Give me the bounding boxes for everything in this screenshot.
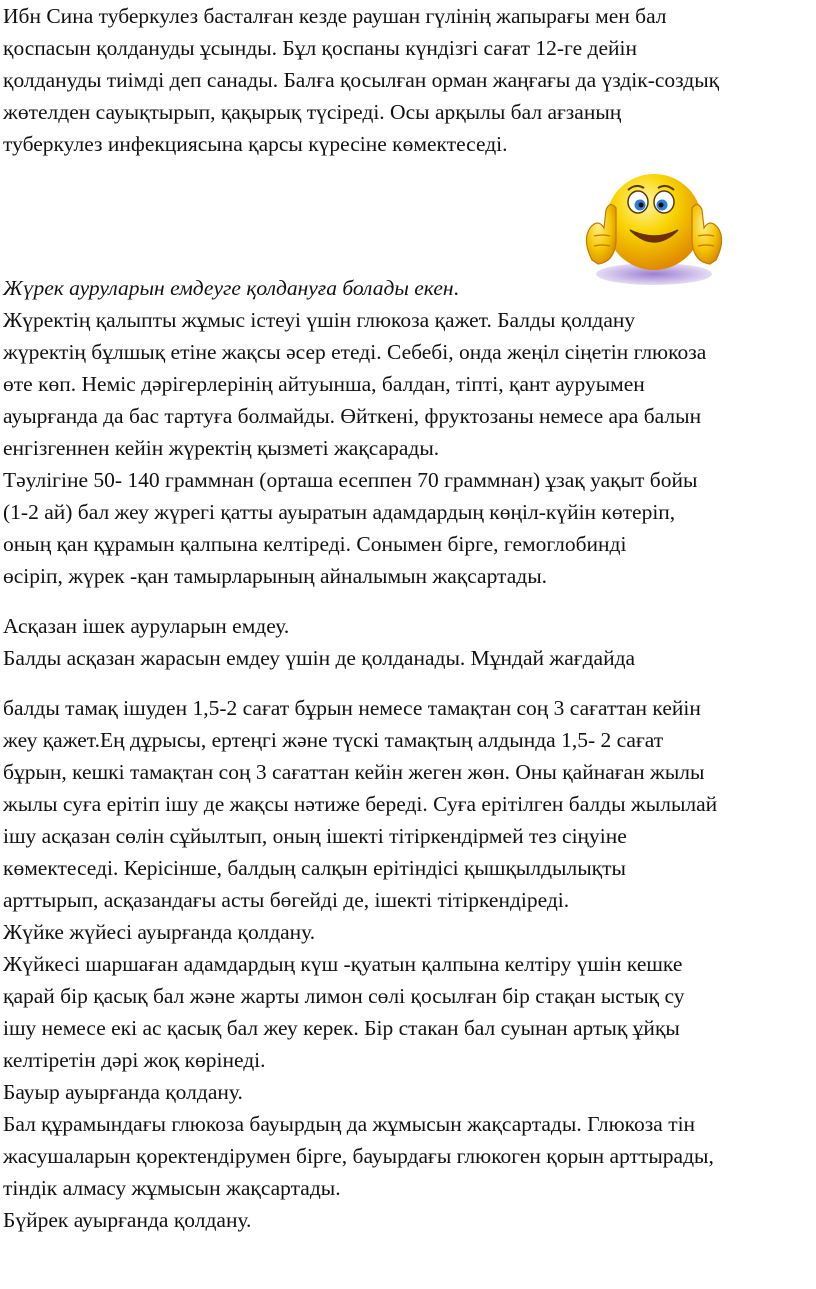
text-line: (1-2 ай) бал жеу жүрегі қатты ауыратын адамдардың көңіл-күйін көтеріп,	[3, 500, 676, 524]
text-line: қолдануды тиімді деп санады. Балға қосылған орман жаңғағы да үздік-создық	[3, 68, 720, 92]
text-line: ішу асқазан сөлін сұйылтып, оның ішекті тітіркендірмей тез сіңуіне	[3, 824, 627, 848]
text-line: жүректің бұлшық етіне жақсы әсер етеді. Себебі, онда жеңіл сіңетін глюкоза	[3, 340, 707, 364]
heading-dot: .	[453, 276, 459, 300]
section-heading-nerve: Жүйке жүйесі ауырғанда қолдану.	[3, 920, 316, 944]
text-line: жеу қажет.Ең дұрысы, ертеңгі және түскі тамақтың алдында 1,5- 2 сағат	[3, 728, 664, 752]
text-line: Ибн Сина туберкулез басталған кезде раушан гүлінің жапырағы мен бал	[3, 4, 667, 28]
section-heading-heart	[3, 272, 459, 304]
text-line: ішу немесе екі ас қасық бал жеу керек. Бір стакан бал суынан артық ұйқы	[3, 1016, 680, 1040]
text-line: өте көп. Неміс дәрігерлерінің айтуынша, балдан, тіпті, қант ауруымен	[3, 372, 645, 396]
section-heading-liver: Бауыр ауырғанда қолдану.	[3, 1080, 243, 1104]
text-line: жылы суға ерітіп ішу де жақсы нәтиже береді. Суға ерітілген балды жылылай	[3, 792, 718, 816]
text-line: келтіретін дәрі жоқ көрінеді.	[3, 1048, 266, 1072]
text-line: бұрын, кешкі тамақтан соң 3 сағаттан кейін жеген жөн. Оны қайнаған жылы	[3, 760, 705, 784]
text-line: қоспасын қолдануды ұсынды. Бұл қоспаны күндізгі сағат 12-ге дейін	[3, 36, 637, 60]
text-line: көмектеседі. Керісінше, балдың салқын ерітіндісі қышқылдылықты	[3, 856, 626, 880]
text-line: Тәулігіне 50- 140 граммнан (орташа есеппен 70 граммнан) ұзақ уақыт бойы	[3, 468, 698, 492]
thumbs-up-smiley-icon	[568, 170, 728, 288]
text-line: Балды асқазан жарасын емдеу үшін де қолданады. Мұндай жағдайда	[3, 646, 636, 670]
text-line: қарай бір қасық бал және жарты лимон сөлі қосылған бір стақан ыстық су	[3, 984, 685, 1008]
text-line: ауырғанда да бас тартуға болмайды. Өйткені, фруктозаны немесе ара балын	[3, 404, 702, 428]
text-line: өсіріп, жүрек -қан тамырларының айналымын жақсартады.	[3, 564, 548, 588]
heading-text: Жүрек ауруларын емдеуге қолдануға болады екен	[3, 276, 454, 300]
text-line: Бал құрамындағы глюкоза бауырдың да жұмысын жақсартады. Глюкоза тін	[3, 1112, 696, 1136]
text-line: оның қан құрамын қалпына келтіреді. Сонымен бірге, гемоглобинді	[3, 532, 627, 556]
text-line: жасушаларын қоректендірумен бірге, бауырдағы глюкоген қорын арттырады,	[3, 1144, 714, 1168]
section-heading-stomach: Асқазан ішек ауруларын емдеу.	[3, 614, 290, 638]
text-line: Жүректің қалыпты жұмыс істеуі үшін глюкоза қажет. Балды қолдану	[3, 308, 636, 332]
text-line: енгізгеннен кейін жүректің қызметі жақсарады.	[3, 436, 440, 460]
text-line: арттырып, асқазандағы асты бөгейді де, ішекті тітіркендіреді.	[3, 888, 570, 912]
text-line: Жүйкесі шаршаған адамдардың күш -қуатын қалпына келтіру үшін кешке	[3, 952, 683, 976]
section-heading-kidney: Бүйрек ауырғанда қолдану.	[3, 1208, 252, 1232]
text-line: балды тамақ ішуден 1,5-2 сағат бұрын немесе тамақтан соң 3 сағаттан кейін	[3, 696, 701, 720]
text-line: жөтелден сауықтырып, қақырық түсіреді. Осы арқылы бал ағзаның	[3, 100, 622, 124]
text-line: тіндік алмасу жұмысын жақсартады.	[3, 1176, 341, 1200]
text-line: туберкулез инфекциясына қарсы күресіне көмектеседі.	[3, 132, 508, 156]
